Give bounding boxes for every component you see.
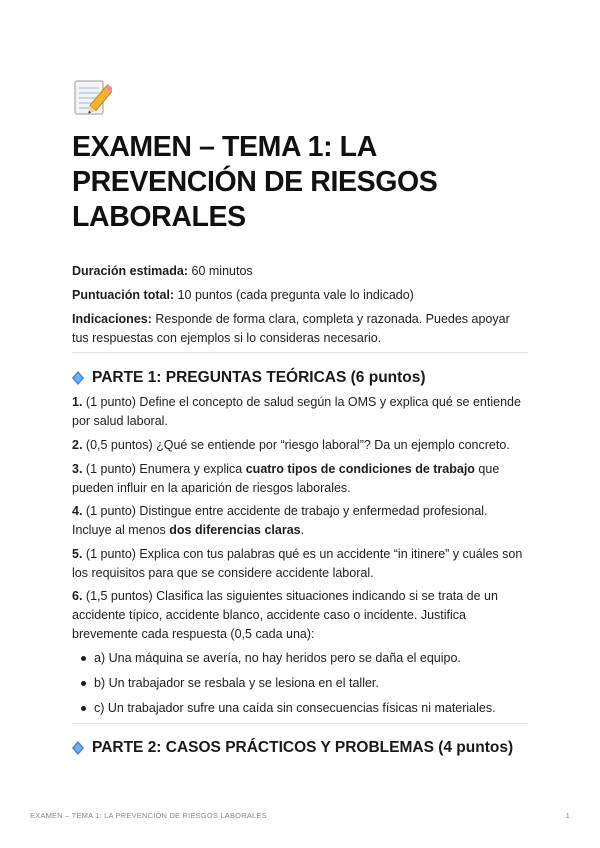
- score-value: 10 puntos (cada pregunta vale lo indicado): [177, 288, 414, 302]
- question-text: (1 punto) Explica con tus palabras qué es un accidente “in itinere” y cuáles son los requisitos para que se considere accidente laboral.: [72, 547, 523, 580]
- instructions-value: Responde de forma clara, completa y razonada. Puedes apoyar tus respuestas con ejemplos si lo consideras necesario.: [72, 312, 510, 345]
- exam-title: EXAMEN – TEMA 1: LA PREVENCIÓN DE RIESGOS LABORALES: [72, 131, 438, 233]
- divider: [72, 723, 528, 724]
- question-number: 3.: [72, 462, 83, 476]
- part2-title: PARTE 2: CASOS PRÁCTICOS Y PROBLEMAS (4 puntos): [92, 739, 514, 756]
- question-number: 4.: [72, 504, 83, 518]
- duration-value: 60 minutos: [191, 264, 253, 278]
- question-text: (0,5 puntos) ¿Qué se entiende por “riesgo laboral”? Da un ejemplo concreto.: [85, 438, 510, 452]
- question-number: 6.: [72, 589, 83, 603]
- footer-doc-title: EXAMEN – TEMA 1: LA PREVENCIÓN DE RIESGOS LABORALES: [30, 811, 267, 820]
- part1-heading: [72, 368, 528, 388]
- question-1: [72, 393, 528, 431]
- question-6: [72, 587, 528, 644]
- instructions-label: Indicaciones:: [72, 312, 152, 326]
- duration-line: [72, 262, 528, 281]
- memo-pencil-icon: [72, 78, 112, 118]
- question-number: 2.: [72, 438, 83, 452]
- question-text-end: .: [300, 523, 305, 537]
- blue-diamond-icon: [72, 371, 84, 385]
- score-line: [72, 286, 528, 305]
- situation-text: c) Un trabajador sufre una caída sin consecuencias físicas ni materiales.: [94, 701, 496, 715]
- question-text: (1 punto) Enumera y explica: [85, 462, 246, 476]
- duration-label: Duración estimada:: [72, 264, 189, 278]
- question-text: (1 punto) Distingue entre accidente de trabajo y enfermedad profesional. Incluye al menos: [72, 504, 488, 537]
- question-4: [72, 502, 528, 540]
- question-emphasis: cuatro tipos de condiciones de trabajo: [245, 462, 475, 476]
- bullet-icon: [81, 681, 86, 686]
- question-emphasis: dos diferencias claras: [169, 523, 301, 537]
- situation-text: a) Una máquina se avería, no hay heridos pero se daña el equipo.: [94, 651, 461, 665]
- score-label: Puntuación total:: [72, 288, 175, 302]
- blue-diamond-icon: [72, 741, 84, 755]
- question-5: [72, 545, 528, 583]
- bullet-icon: [81, 656, 86, 661]
- instructions-line: [72, 310, 528, 348]
- part1-title: PARTE 1: PREGUNTAS TEÓRICAS (6 puntos): [92, 369, 426, 386]
- question-text-end: que pueden influir en la aparición de riesgos laborales.: [72, 462, 500, 495]
- part2-heading: [72, 738, 528, 758]
- page-footer: [30, 811, 570, 820]
- question-3: [72, 460, 528, 498]
- page-number: 1: [565, 811, 570, 820]
- question-2: [72, 436, 528, 455]
- question-text: (1,5 puntos) Clasifica las siguientes situaciones indicando si se trata de un accidente típico, accidente blanco, accidente caso o incidente. Justifica brevemente cada respuesta (0,5 cada una):: [72, 589, 498, 641]
- divider: [72, 352, 528, 353]
- bullet-icon: [81, 706, 86, 711]
- question-text: (1 punto) Define el concepto de salud según la OMS y explica qué se entiende por salud laboral.: [72, 395, 521, 428]
- situation-text: b) Un trabajador se resbala y se lesiona en el taller.: [94, 676, 379, 690]
- question-number: 5.: [72, 547, 83, 561]
- question-number: 1.: [72, 395, 83, 409]
